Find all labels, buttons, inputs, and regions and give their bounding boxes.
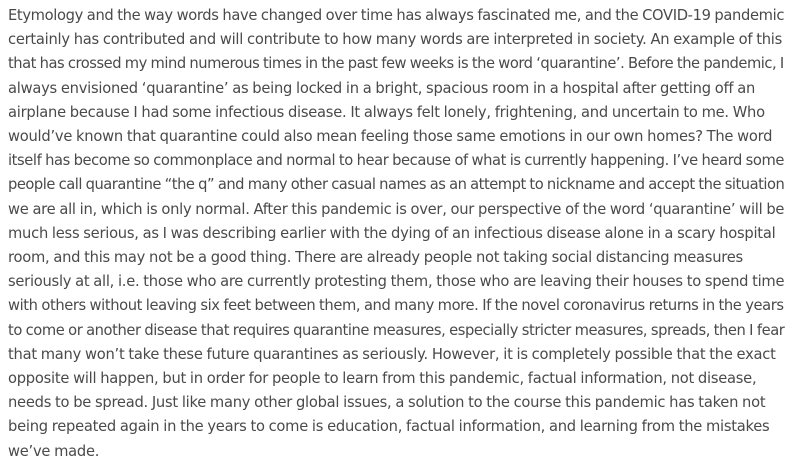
paragraph-line: needs to be spread. Just like many other global issues, a solution to the course this pandemic has taken not xyxy=(8,394,766,412)
paragraph-line: that has crossed my mind numerous times in the past few weeks is the word ‘quarantine’. Before the pandemic, I xyxy=(8,55,784,73)
paragraph-line: people call quarantine “the q” and many other casual names as an attempt to nickname and accept the situation xyxy=(8,176,785,194)
paragraph-line: always envisioned ‘quarantine’ as being locked in a bright, spacious room in a hospital after getting off an xyxy=(8,79,756,97)
paragraph-line: room, and this may not be a good thing. There are already people not taking social distancing measures xyxy=(8,249,743,267)
paragraph-line: with others without leaving six feet between them, and many more. If the novel coronavirus returns in the years xyxy=(8,297,784,315)
paragraph-line: that many won’t take these future quarantines as seriously. However, it is completely possible that the exact xyxy=(8,345,776,363)
paragraph-line: to come or another disease that requires quarantine measures, especially stricter measures, spreads, then I fear xyxy=(8,321,785,339)
paragraph-line: opposite will happen, but in order for people to learn from this pandemic, factual information, not disease, xyxy=(8,370,757,388)
paragraph-line: we’ve made. xyxy=(8,442,100,460)
paragraph-line: much less serious, as I was describing earlier with the dying of an infectious disease alone in a scary hospital xyxy=(8,224,776,242)
body-paragraph xyxy=(8,4,784,464)
paragraph-line: Etymology and the way words have changed over time has always fascinated me, and the COVID-19 pandemic xyxy=(8,7,785,24)
paragraph-line: we are all in, which is only normal. After this pandemic is over, our perspective of the word ‘quarantine’ will be xyxy=(8,200,785,218)
paragraph-line: seriously at all, i.e. those who are currently protesting them, those who are leaving their houses to spend time xyxy=(8,273,785,291)
paragraph-line: itself has become so commonplace and normal to hear because of what is currently happening. I’ve heard some xyxy=(8,152,784,170)
paragraph-line: being repeated again in the years to come is education, factual information, and learning from the mistakes xyxy=(8,418,770,436)
paragraph-line: airplane because I had some infectious disease. It always felt lonely, frightening, and uncertain to me. Who xyxy=(8,103,765,121)
paragraph-line: would’ve known that quarantine could also mean feeling those same emotions in our own homes? The word xyxy=(8,128,773,146)
paragraph-line: certainly has contributed and will contribute to how many words are interpreted in society. An example of this xyxy=(8,31,783,49)
